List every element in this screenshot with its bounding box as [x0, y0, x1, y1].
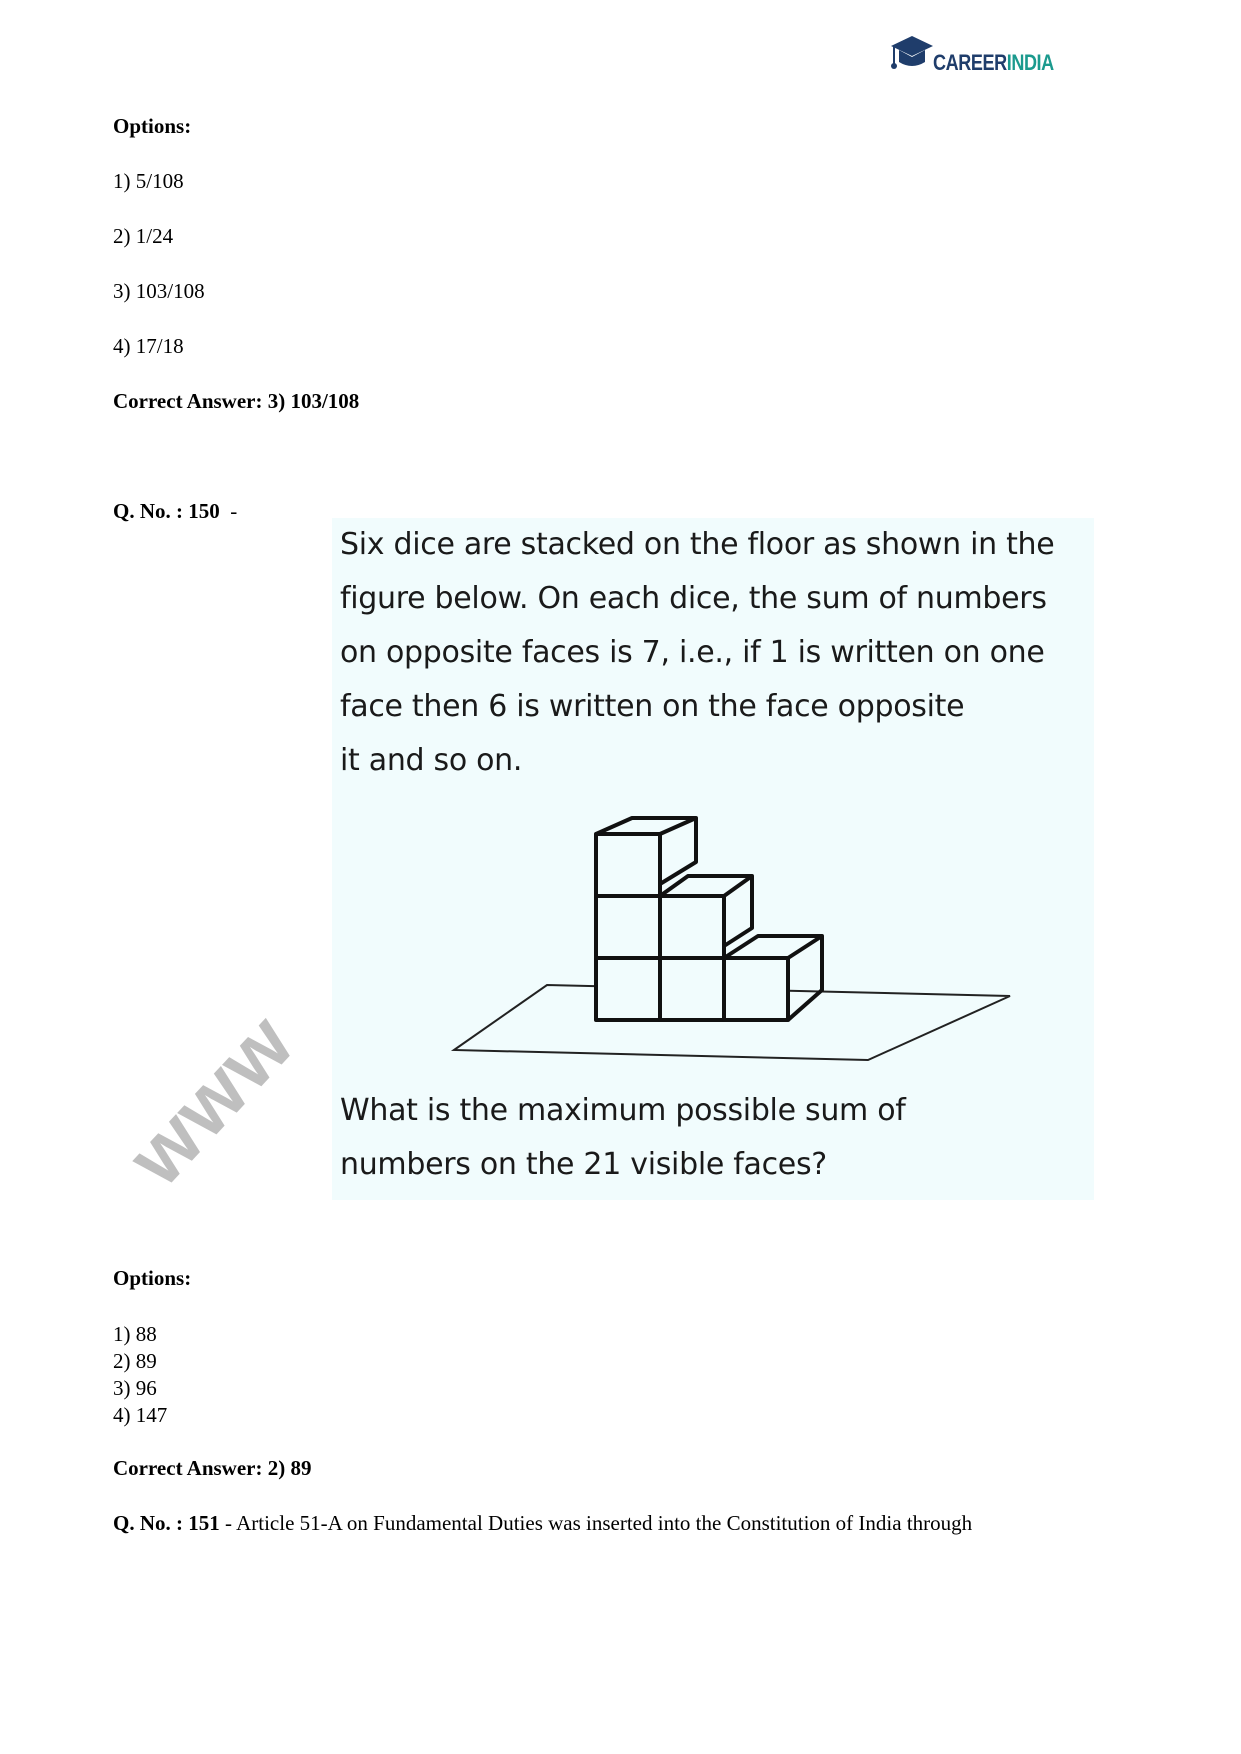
watermark: www: [110, 996, 312, 1203]
q150-dash: -: [230, 499, 238, 523]
q149-option-1: 1) 5/108: [113, 169, 184, 193]
careerindia-logo: [890, 34, 1070, 84]
q149-correct-answer: Correct Answer: 3) 103/108: [113, 389, 360, 413]
q150-option-4: 4) 147: [113, 1403, 168, 1427]
q150-number: Q. No. : 150: [113, 499, 220, 523]
q150-image-question-line-2: numbers on the 21 visible faces?: [340, 1147, 827, 1182]
q151-text: - Article 51-A on Fundamental Duties was inserted into the Constitution of India through: [219, 1511, 973, 1535]
q150-correct-answer: Correct Answer: 2) 89: [113, 1456, 312, 1480]
q149-option-2: 2) 1/24: [113, 224, 174, 248]
graduation-cap-icon: [890, 34, 934, 82]
q150-option-3: 3) 96: [113, 1376, 157, 1400]
q150-option-2: 2) 89: [113, 1349, 157, 1373]
q150-image-text-line-2: figure below. On each dice, the sum of numbers: [340, 581, 1047, 616]
q149-option-4: 4) 17/18: [113, 334, 184, 358]
q149-options-heading: Options:: [113, 114, 192, 138]
q150-question-image: [332, 518, 1094, 1200]
logo-text-career: CAREER: [933, 50, 1007, 75]
q149-option-3: 3) 103/108: [113, 279, 205, 303]
q150-image-text-line-4: face then 6 is written on the face opposite: [340, 689, 965, 724]
logo-text-india: INDIA: [1006, 50, 1054, 75]
logo-wordmark: [933, 50, 1054, 76]
q150-image-text-line-3: on opposite faces is 7, i.e., if 1 is written on one: [340, 635, 1045, 670]
q150-option-1: 1) 88: [113, 1322, 157, 1346]
q150-image-question-line-1: What is the maximum possible sum of: [340, 1093, 906, 1128]
q150-options-heading: Options:: [113, 1266, 192, 1290]
q151-line: [113, 1511, 972, 1535]
q150-image-text-line-5: it and so on.: [340, 743, 523, 778]
q150-image-text-line-1: Six dice are stacked on the floor as shown in the: [340, 527, 1055, 562]
q151-number: Q. No. : 151: [113, 1511, 220, 1535]
q150-header: [113, 499, 237, 523]
